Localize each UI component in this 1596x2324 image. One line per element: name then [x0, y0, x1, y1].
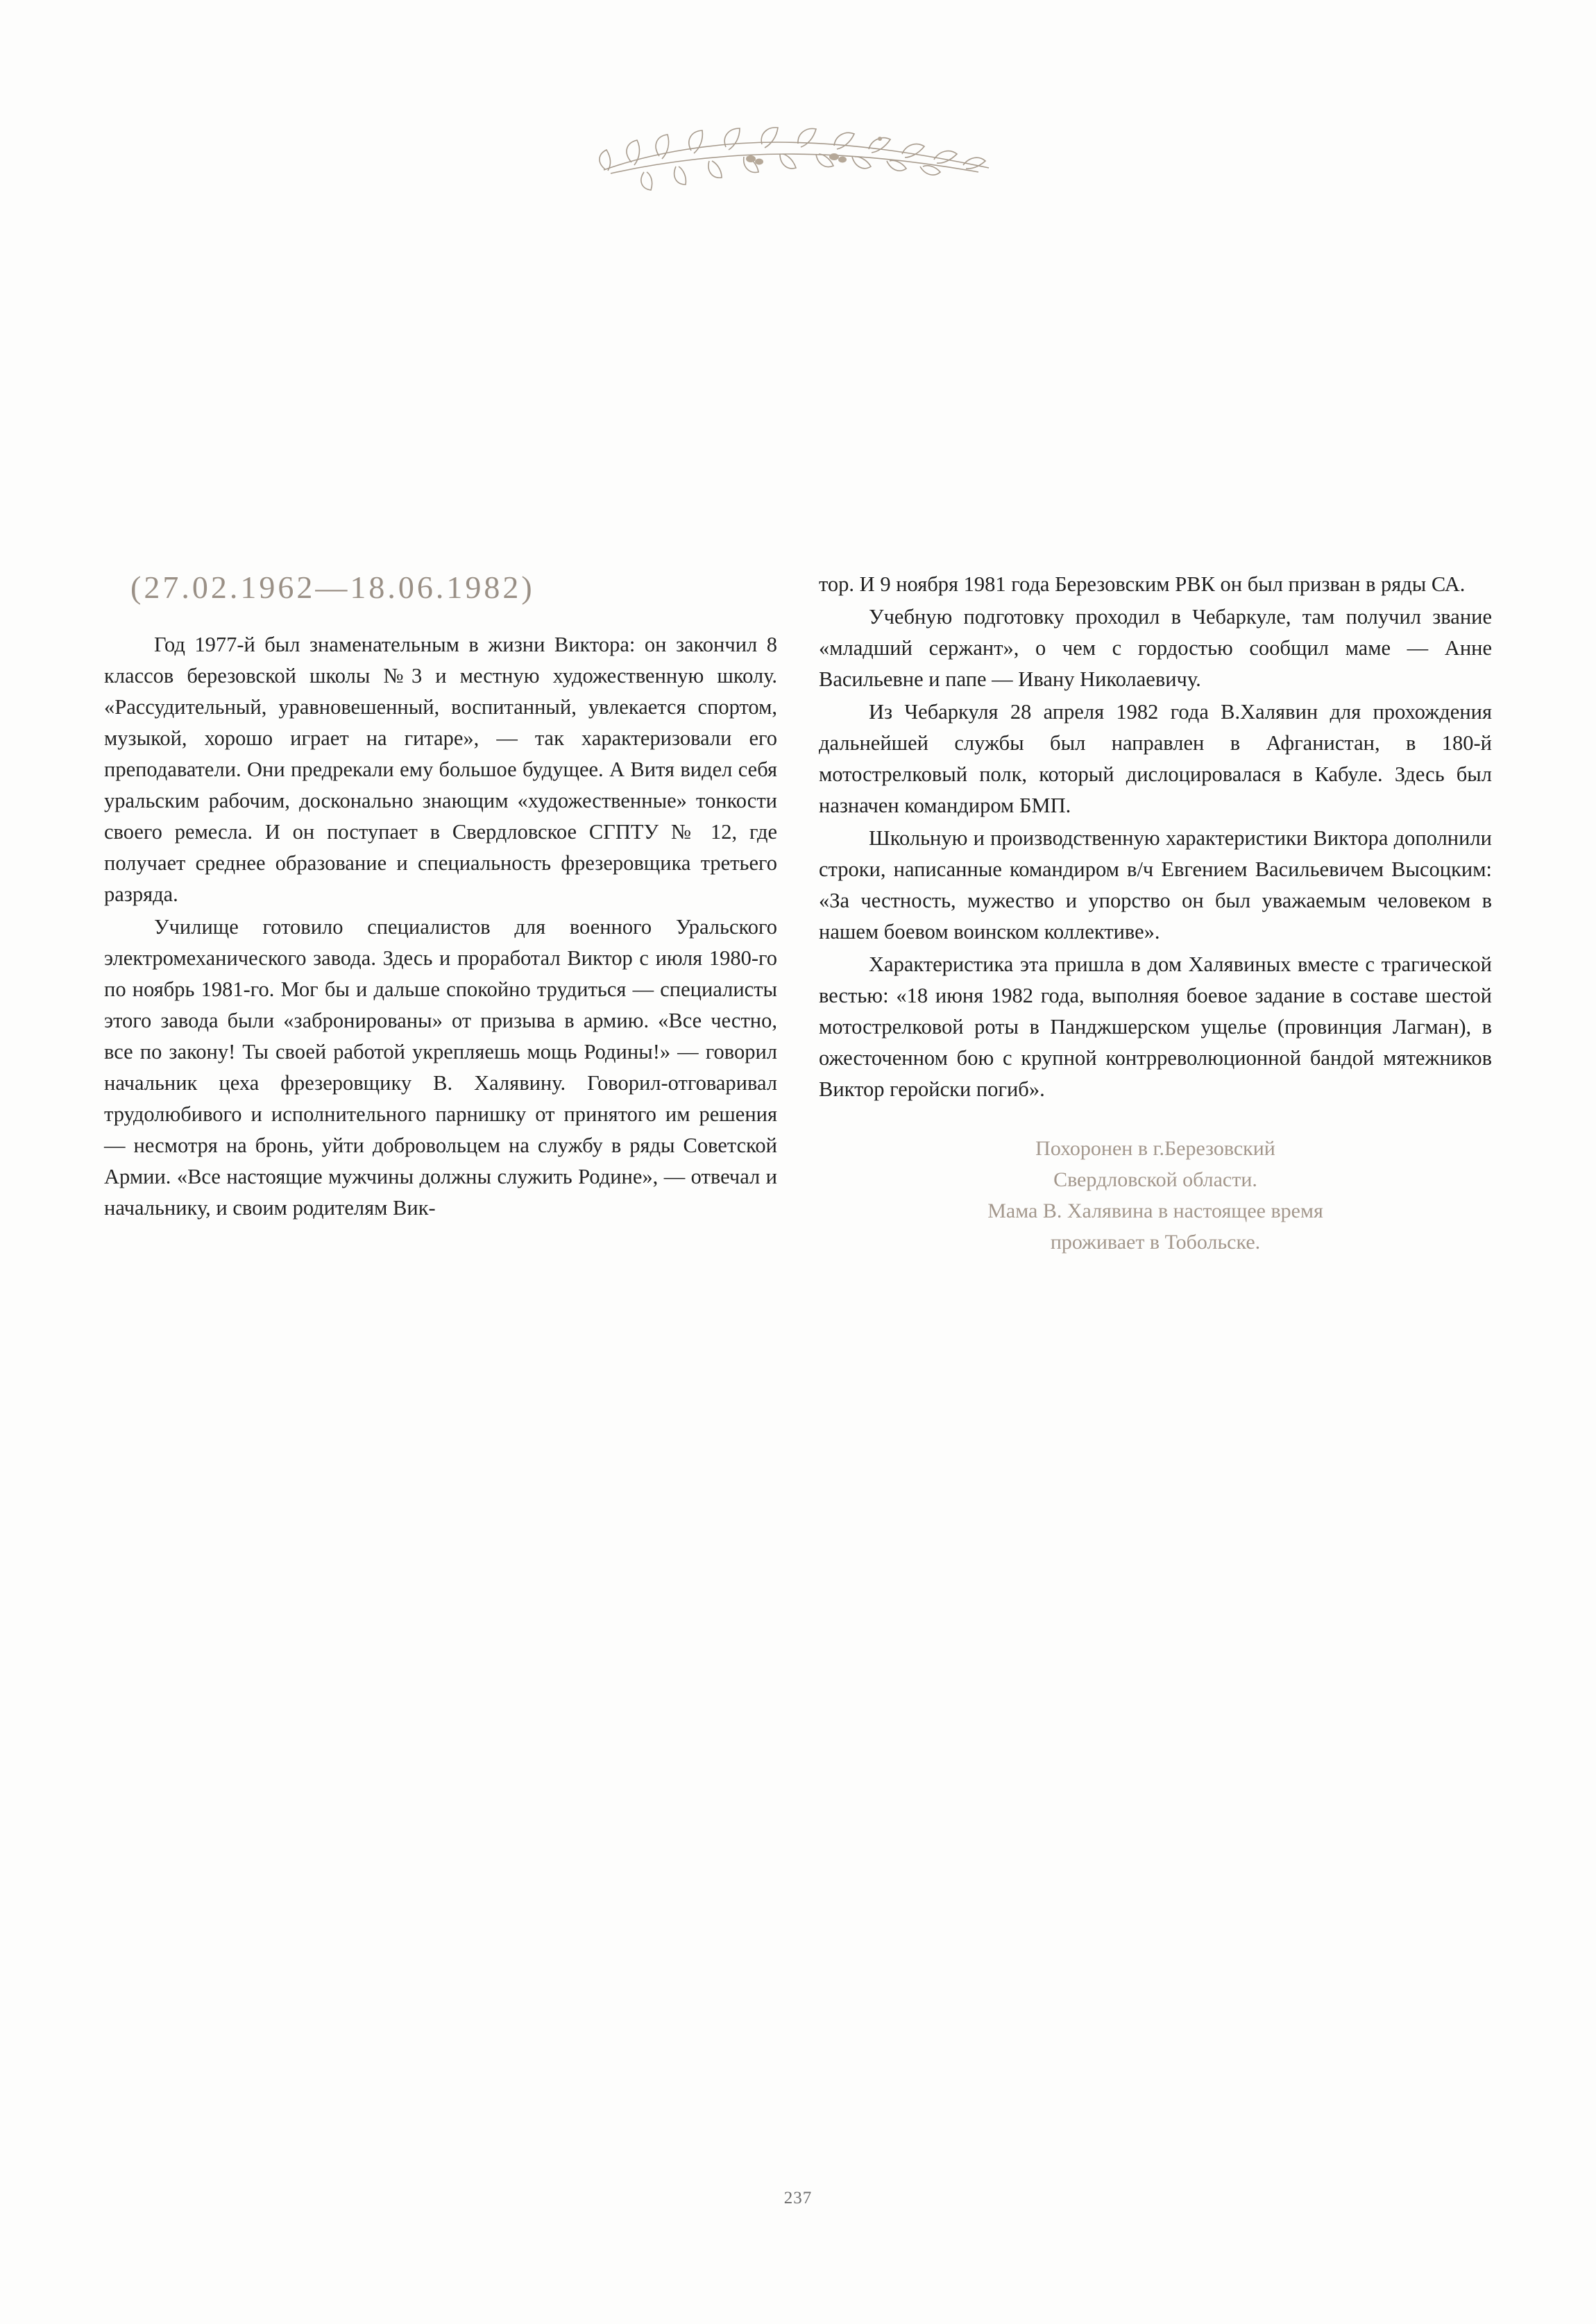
burial-note-line: Мама В. Халявина в настоящее время	[987, 1199, 1323, 1222]
left-column	[104, 569, 777, 1258]
paragraph: Училище готовило специалистов для военного Уральского электромеханического завода. Здесь и проработал Виктор с июля 1980-го по ноябрь 1981-го. Мог бы и дальше спокойно трудиться — специалисты этого завода были «забронированы» от призыва в армию. «Все честно, все по закону! Ты своей работой укрепляешь мощь Родины!» — говорил начальник цеха фрезеровщику В. Халявину. Говорил-отговаривал трудолюбивого и исполнительного парнишку от принятого им решения — несмотря на бронь, уйти добровольцем на службу в ряды Советской Армии. «Все настоящие мужчины должны служить Родине», — отвечал и начальнику, и своим родителям Вик-	[104, 915, 777, 1220]
burial-note-line: проживает в Тобольске.	[1050, 1231, 1261, 1254]
burial-note-line: Похоронен в г.Березовский	[1035, 1137, 1275, 1160]
page-number: 237	[783, 2189, 813, 2207]
paragraph: Из Чебаркуля 28 апреля 1982 года В.Халявин для прохождения дальнейшей службы был направлен в Афганистан, в 180-й мотострелковый полк, который дислоцировалася в Кабуле. Здесь был назначен командиром БМП.	[819, 700, 1492, 817]
burial-note	[819, 1133, 1492, 1258]
paragraph: Школьную и производственную характеристики Виктора дополнили строки, написанные командиром в/ч Евгением Васильевичем Высоцким: «За честность, мужество и упорство он был уважаемым человеком в нашем боевом воинском коллективе».	[819, 826, 1492, 943]
paragraph: тор. И 9 ноября 1981 года Березовским РВК он был призван в ряды СА.	[819, 572, 1466, 596]
two-column-body	[104, 569, 1492, 1258]
right-column	[819, 569, 1492, 1258]
burial-note-line: Свердловской области.	[1053, 1168, 1257, 1191]
paragraph: Характеристика эта пришла в дом Халявиных вместе с трагической вестью: «18 июня 1982 года, выполняя боевое задание в составе шестой мотострелковой роты в Панджшерском ущелье (провинция Лагман), в ожесточенном бою с крупной контрреволюционной бандой мятежников Виктор геройски погиб».	[819, 952, 1492, 1101]
paragraph: Учебную подготовку проходил в Чебаркуле, там получил звание «младший сержант», о чем с гордостью сообщил маме — Анне Васильевне и папе — Ивану Николаевичу.	[819, 605, 1492, 691]
life-dates: (27.02.1962—18.06.1982)	[130, 570, 535, 605]
paragraph: Год 1977-й был знаменательным в жизни Виктора: он закончил 8 классов березовской школы №3 и местную художественную школу. «Рассудительный, уравновешенный, воспитанный, увлекается спортом, музыкой, хорошо играет на гитаре», — так характеризовали его преподаватели. Они предрекали ему большое будущее. А Витя видел себя уральским рабочим, досконально знающим «художественные» тонкости своего ремесла. И он поступает в Свердловское СГПТУ № 12, где получает среднее образование и специальность фрезеровщика третьего разряда.	[104, 633, 777, 906]
oak-leaf-branch-ornament	[0, 118, 1596, 212]
